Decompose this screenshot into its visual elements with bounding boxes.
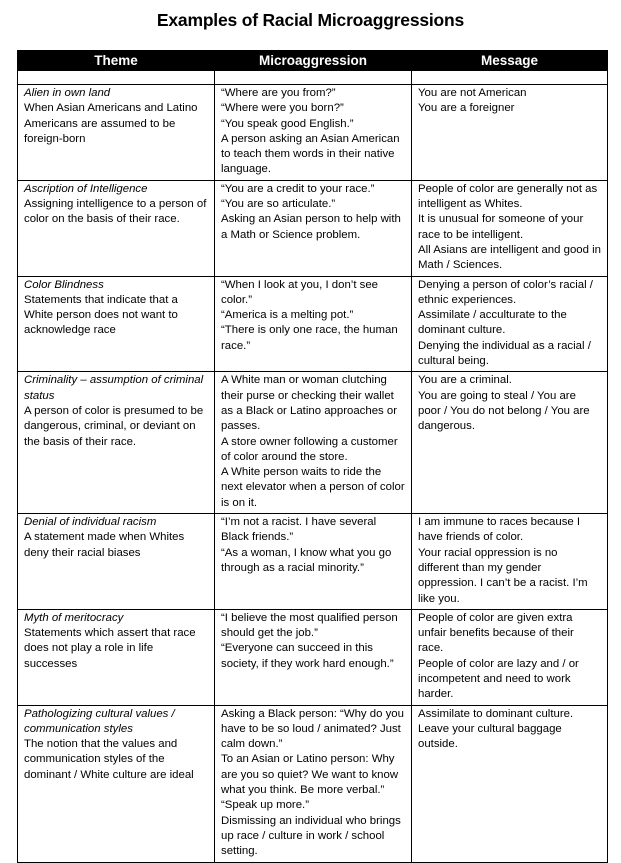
message-cell [412,514,608,610]
theme-description: Statements that indicate that a White person does not want to acknowledge race [24,293,178,337]
microaggression-cell [215,85,412,181]
microaggression-item: “America is a melting pot.” [221,309,354,322]
table-row [18,609,608,705]
spacer-cell [215,71,412,85]
theme-name: Color Blindness [24,278,104,291]
theme-name: Denial of individual racism [24,516,157,529]
microaggression-item: To an Asian or Latino person: Why are you so quiet? We want to know what you think. Be more verbal.” “Speak up more.” [221,753,399,812]
message-item: It is unusual for someone of your race to be intelligent. [418,213,584,241]
page-title: Examples of Racial Microaggressions [156,10,465,30]
message-cell [412,705,608,862]
microaggression-cell [215,514,412,610]
microaggression-item: “There is only one race, the human race.” [221,324,398,352]
theme-description: A person of color is presumed to be dangerous, criminal, or deviant on the basis of their race. [24,404,204,448]
theme-description: A statement made when Whites deny their racial biases [24,531,185,559]
message-item: You are a foreigner [418,102,515,115]
theme-description: Assigning intelligence to a person of color on the basis of their race. [24,198,207,226]
microaggression-item: “As a woman, I know what you go through as a racial minority.” [221,546,392,574]
header-microaggression: Microaggression [215,51,412,71]
message-item: Denying a person of color’s racial / ethnic experiences. [418,278,593,306]
theme-name: Myth of meritocracy [24,611,124,624]
spacer-cell [18,71,215,85]
message-item: People of color are given extra unfair benefits because of their race. [418,611,574,655]
message-item: Leave your cultural baggage outside. [418,722,562,751]
table-row [18,705,608,862]
microaggression-item: Asking a Black person: “Why do you have to be so loud / animated? Just calm down.” [221,707,404,751]
theme-cell [18,609,215,705]
theme-description: When Asian Americans and Latino Americans are assumed to be foreign-born [24,102,198,145]
microaggression-item: “I believe the most qualified person should get the job.” [221,611,398,640]
message-item: All Asians are intelligent and good in Math / Sciences. [418,243,602,272]
theme-name: Pathologizing cultural values / communication styles [24,707,175,735]
spacer-cell [412,71,608,85]
table-row [18,514,608,610]
microaggression-cell [215,372,412,514]
theme-name: Criminality – assumption of criminal status [24,374,204,402]
theme-cell [18,514,215,610]
message-item: Denying the individual as a racial / cultural being. [418,339,591,368]
message-item: You are not American [418,87,527,99]
theme-cell [18,372,215,514]
microaggression-item: “You are so articulate.” [221,198,336,211]
microaggression-cell [215,609,412,705]
message-item: Your racial oppression is no different than my gender oppression. I can’t be a racist. I’m like you. [418,546,588,605]
message-item: Assimilate to dominant culture. [418,707,574,720]
message-cell [412,372,608,514]
message-cell [412,609,608,705]
microaggression-item: “I’m not a racist. I have several Black friends.” [221,516,377,544]
table-header-row [18,51,608,71]
table-row [18,180,608,276]
microaggression-item: A White person waits to ride the next elevator when a person of color is on it. [221,466,405,509]
microaggression-cell [215,705,412,862]
message-item: You are a criminal. [418,374,512,387]
message-cell [412,276,608,372]
microaggression-item: Asking an Asian person to help with a Math or Science problem. [221,213,401,241]
header-message: Message [412,51,608,71]
microaggression-item: “You are a credit to your race.” [221,182,375,195]
microaggression-item: Dismissing an individual who brings up race / culture in work / school setting. [221,814,401,858]
microaggression-item: “You speak good English.” [221,117,354,130]
theme-cell [18,705,215,862]
message-cell [412,180,608,276]
theme-description: The notion that the values and communication styles of the dominant / White culture are ideal [24,738,194,781]
theme-cell [18,180,215,276]
theme-name: Alien in own land [24,87,111,99]
microaggression-item: “Where were you born?” [221,102,344,115]
microaggression-cell [215,180,412,276]
message-item: I am immune to races because I have friends of color. [418,516,581,544]
message-item: Assimilate / acculturate to the dominant culture. [418,309,567,337]
spacer-row [18,71,608,85]
table-row [18,372,608,514]
microaggression-item: A person asking an Asian American to teach them words in their native language. [221,132,400,176]
microaggression-item: A store owner following a customer of color around the store. [221,435,398,463]
microaggression-item: “Where are you from?” [221,87,336,99]
microaggressions-table [17,50,608,863]
microaggression-item: “Everyone can succeed in this society, if they work hard enough.” [221,642,394,670]
table-row [18,276,608,372]
theme-description: Statements which assert that race does not play a role in life successes [24,627,196,670]
microaggression-cell [215,276,412,372]
message-item: People of color are generally not as intelligent as Whites. [418,182,598,211]
theme-name: Ascription of Intelligence [24,182,148,195]
message-cell [412,85,608,181]
microaggression-item: A White man or woman clutching their purse or checking their wallet as a Black or Latino approaches or passes. [221,374,398,433]
message-item: People of color are lazy and / or incompetent and need to work harder. [418,657,579,701]
table-row [18,85,608,181]
header-theme: Theme [18,51,215,71]
theme-cell [18,276,215,372]
microaggression-item: “When I look at you, I don’t see color.” [221,278,379,306]
theme-cell [18,85,215,181]
message-item: You are going to steal / You are poor / You do not belong / You are dangerous. [418,389,590,433]
